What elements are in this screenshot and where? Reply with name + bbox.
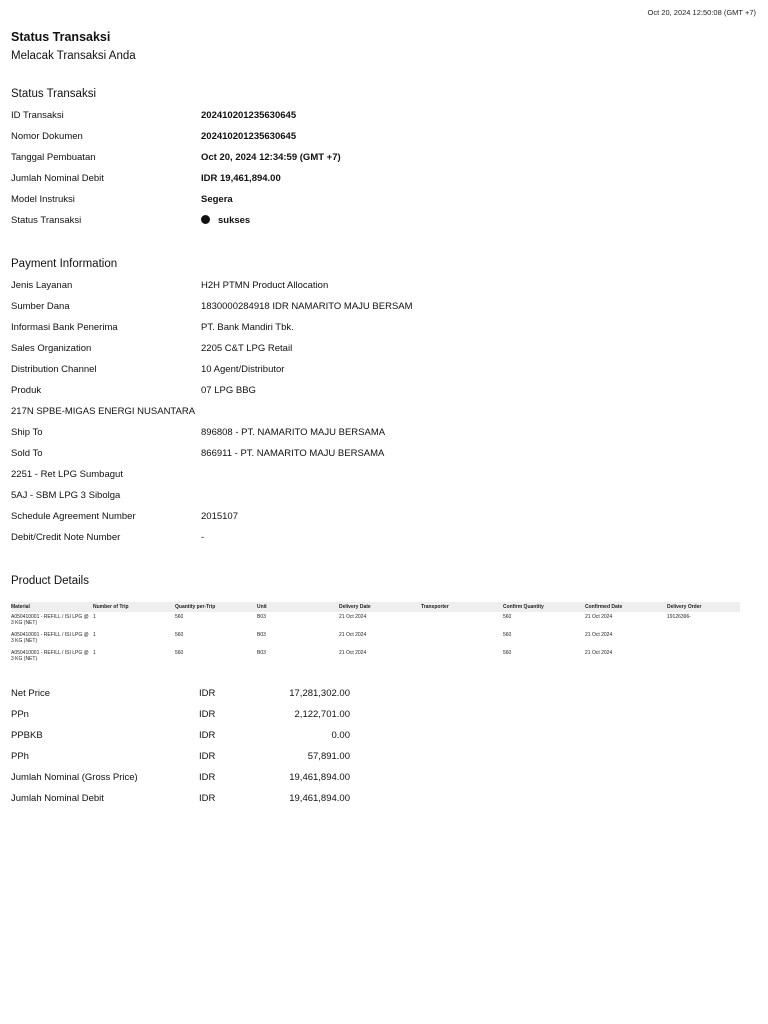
table-cell: A050410001 - REFILL / ISI LPG @ 3 KG (NET) (11, 650, 89, 662)
row-value: Oct 20, 2024 12:34:59 (GMT +7) (201, 152, 341, 163)
payment-row-distribution-channel (11, 364, 751, 380)
product-table (11, 602, 740, 666)
row-value: 896808 - PT. NAMARITO MAJU BERSAMA (201, 427, 386, 438)
total-row-gross-price (11, 772, 371, 793)
payment-row-debit-credit-note (11, 532, 751, 548)
row-value: 1830000284918 IDR NAMARITO MAJU BERSAM (201, 301, 413, 312)
table-cell: 560 (503, 650, 512, 656)
row-label: Sold To (11, 448, 43, 459)
table-cell: 560 (175, 632, 184, 638)
row-value: 202410201235630645 (201, 110, 297, 121)
row-label: Jumlah Nominal Debit (11, 173, 104, 184)
table-cell: 19126396- (667, 614, 691, 620)
column-header-material: Material (11, 604, 30, 610)
status-row-jumlah-nominal-debit (11, 173, 751, 189)
page-title: Status Transaksi (11, 30, 111, 44)
row-value: 07 LPG BBG (201, 385, 256, 396)
total-amount: 0.00 (331, 730, 350, 741)
total-row-ppbkb (11, 730, 371, 751)
status-row-nomor-dokumen (11, 131, 751, 147)
row-label: ID Transaksi (11, 110, 64, 121)
row-value: 202410201235630645 (201, 131, 297, 142)
table-cell: A050410001 - REFILL / ISI LPG @ 3 KG (NET) (11, 632, 89, 644)
column-header-transporter: Transporter (421, 604, 449, 610)
total-amount: 19,461,894.00 (289, 793, 350, 804)
row-value: - (201, 532, 205, 543)
table-cell: 21 Oct 2024 (339, 632, 367, 638)
row-value: H2H PTMN Product Allocation (201, 280, 329, 291)
column-header-quantity-per-trip: Quantity per-Trip (175, 604, 216, 610)
table-cell: 560 (503, 632, 512, 638)
payment-row-produk (11, 385, 751, 401)
table-cell: B03 (257, 632, 266, 638)
print-timestamp: Oct 20, 2024 12:50:08 (GMT +7) (647, 8, 756, 17)
row-label: Debit/Credit Note Number (11, 532, 121, 543)
payment-row-sales-office (11, 469, 751, 485)
total-currency: IDR (199, 793, 216, 804)
payment-row-sales-group (11, 490, 751, 506)
table-cell: 1 (93, 614, 96, 620)
row-label: 217N SPBE-MIGAS ENERGI NUSANTARA (11, 406, 196, 417)
row-label: Sales Organization (11, 343, 92, 354)
row-value: Segera (201, 194, 233, 205)
column-header-delivery-order: Delivery Order (667, 604, 702, 610)
row-label: Informasi Bank Penerima (11, 322, 118, 333)
row-label: Produk (11, 385, 42, 396)
payment-section-title: Payment Information (11, 258, 118, 270)
row-label: 5AJ - SBM LPG 3 Sibolga (11, 490, 121, 501)
table-row (11, 630, 740, 648)
total-currency: IDR (199, 751, 216, 762)
total-label: Jumlah Nominal Debit (11, 793, 104, 804)
total-currency: IDR (199, 730, 216, 741)
row-label: Nomor Dokumen (11, 131, 83, 142)
table-cell: B03 (257, 614, 266, 620)
total-label: PPh (11, 751, 29, 762)
payment-row-sales-organization (11, 343, 751, 359)
product-table-header (11, 602, 740, 612)
status-value: sukses (218, 215, 251, 226)
row-label: 2251 - Ret LPG Sumbagut (11, 469, 123, 480)
total-label: PPBKB (11, 730, 43, 741)
row-value: 2205 C&T LPG Retail (201, 343, 293, 354)
table-cell: 560 (503, 614, 512, 620)
table-cell: 560 (175, 650, 184, 656)
table-cell: 21 Oct 2024 (585, 632, 613, 638)
total-row-jumlah-nominal-debit (11, 793, 371, 814)
row-value: IDR 19,461,894.00 (201, 173, 281, 184)
total-currency: IDR (199, 688, 216, 699)
table-row (11, 648, 740, 666)
row-label: Status Transaksi (11, 215, 82, 226)
total-amount: 19,461,894.00 (289, 772, 350, 783)
payment-row-informasi-bank (11, 322, 751, 338)
column-header-number-of-trip: Number of Trip (93, 604, 129, 610)
product-section-title: Product Details (11, 575, 89, 587)
table-cell: 21 Oct 2024 (585, 650, 613, 656)
payment-row-schedule-agreement (11, 511, 751, 527)
table-cell: A050410001 - REFILL / ISI LPG @ 3 KG (NET) (11, 614, 89, 626)
row-label: Distribution Channel (11, 364, 97, 375)
payment-row-ship-to (11, 427, 751, 443)
row-label: Ship To (11, 427, 43, 438)
status-row-status-transaksi (11, 215, 751, 231)
total-row-pph (11, 751, 371, 772)
status-section-title: Status Transaksi (11, 88, 97, 100)
row-value: PT. Bank Mandiri Tbk. (201, 322, 294, 333)
table-cell: 560 (175, 614, 184, 620)
table-cell: 1 (93, 632, 96, 638)
total-amount: 57,891.00 (307, 751, 350, 762)
row-label: Sumber Dana (11, 301, 70, 312)
total-currency: IDR (199, 709, 216, 720)
table-cell: 1 (93, 650, 96, 656)
table-cell: 21 Oct 2024 (339, 614, 367, 620)
page-subtitle: Melacak Transaksi Anda (11, 50, 136, 62)
total-label: PPn (11, 709, 29, 720)
status-row-tanggal-pembuatan (11, 152, 751, 168)
row-label: Model Instruksi (11, 194, 75, 205)
total-label: Net Price (11, 688, 51, 699)
row-label: Schedule Agreement Number (11, 511, 136, 522)
row-value: 866911 - PT. NAMARITO MAJU BERSAMA (201, 448, 385, 459)
total-row-ppn (11, 709, 371, 730)
row-label: Jenis Layanan (11, 280, 73, 291)
status-badge (201, 215, 250, 226)
column-header-unit: Unit (257, 604, 267, 610)
table-cell: 21 Oct 2024 (339, 650, 367, 656)
payment-row-plant (11, 406, 751, 422)
totals-summary (11, 688, 371, 814)
total-label: Jumlah Nominal (Gross Price) (11, 772, 138, 783)
status-row-model-instruksi (11, 194, 751, 210)
total-row-net-price (11, 688, 371, 709)
status-row-id-transaksi (11, 110, 751, 126)
payment-row-sold-to (11, 448, 751, 464)
total-amount: 17,281,302.00 (289, 688, 350, 699)
column-header-confirmed-date: Confirmed Date (585, 604, 623, 610)
table-row (11, 612, 740, 630)
total-amount: 2,122,701.00 (294, 709, 350, 720)
table-cell: B03 (257, 650, 266, 656)
payment-row-sumber-dana (11, 301, 751, 317)
row-value: 2015107 (201, 511, 238, 522)
column-header-confirm-quantity: Confirm Quantity (503, 604, 544, 610)
row-value: 10 Agent/Distributor (201, 364, 285, 375)
payment-row-jenis-layanan (11, 280, 751, 296)
total-currency: IDR (199, 772, 216, 783)
table-cell: 21 Oct 2024 (585, 614, 613, 620)
row-label: Tanggal Pembuatan (11, 152, 96, 163)
column-header-delivery-date: Delivery Date (339, 604, 371, 610)
status-dot-icon (201, 215, 210, 224)
